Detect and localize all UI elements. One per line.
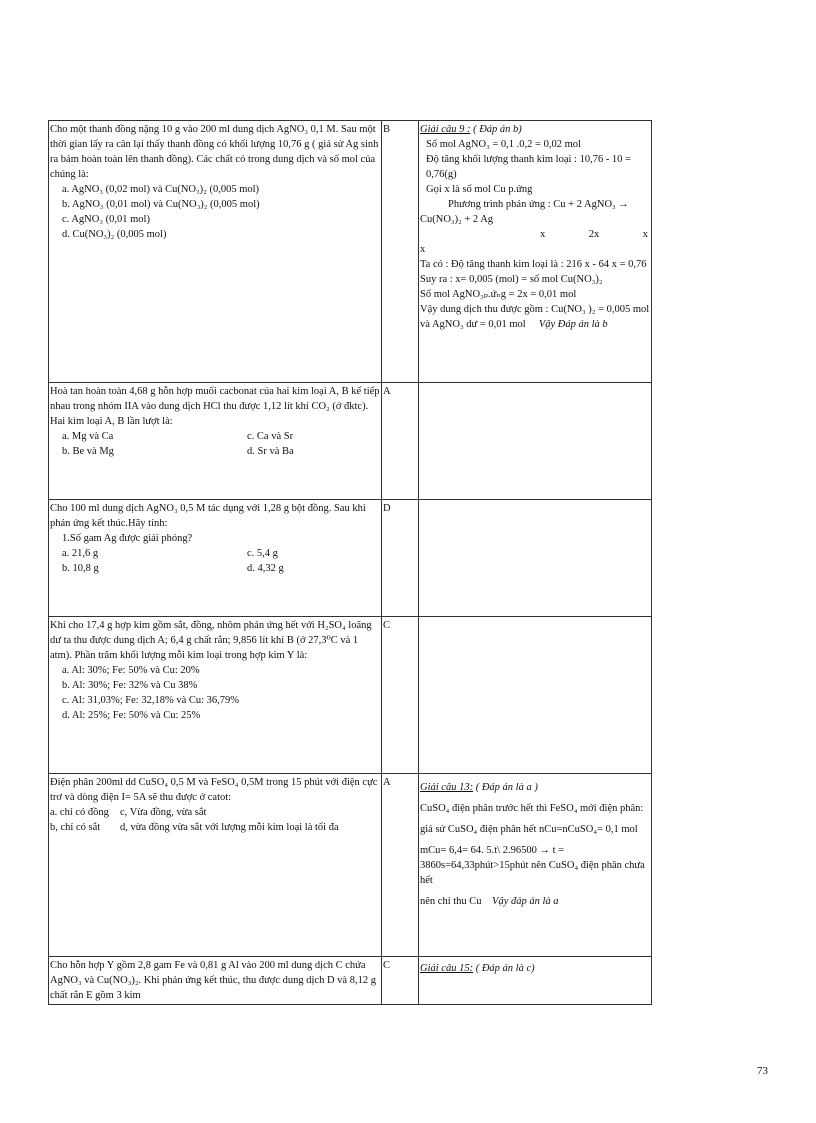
question-text: Hoà tan hoàn toàn 4,68 g hỗn hợp muối cacbonat của hai kim loại A, B kế tiếp nhau trong nhóm IIA vào dung dịch HCl thu được 1,12 lít khí CO₂ (ở đktc). Hai kim loại A, B lần lượt là: [50,386,380,427]
mol-value: x [540,229,546,240]
question-text: Khi cho 17,4 g hợp kim gồm sắt, đồng, nhôm phản ứng hết với H₂SO₄ loãng dư ta thu được dung dịch A; 6,4 g chất rắn; 9,856 lít khí B (ở 27,3⁰C và 1 atm). Phần trăm khối lượng mỗi kim loại trong hợp kim Y là: [50,620,372,661]
answer-cell: A [382,774,419,957]
option: b. 10,8 g [62,563,99,574]
solution-conclusion: Vậy Đáp án là b [538,319,608,330]
option: b. Be và Mg [62,446,114,457]
solution-line: Cu(NO₃)₂ + 2 Ag [420,214,494,225]
solution-title: Giải câu 9 : [420,124,471,135]
question-cell [49,774,382,957]
solution-line: Độ tăng khối lượng thanh kim loại : 10,76 - 10 = 0,76(g) [426,154,631,180]
answer-cell: C [382,957,419,1005]
answer-cell: C [382,617,419,774]
option: a. Mg và Ca [62,431,114,442]
answer-cell: D [382,500,419,617]
option: c. Al: 31,03%; Fe: 32,18% và Cu: 36,79% [62,695,240,706]
option: d. Cu(NO₃)₂ (0,005 mol) [62,229,167,240]
solution-cell [419,774,652,957]
solution-line: Số mol AgNO₃ = 0,1 .0,2 = 0,02 mol [426,139,581,150]
mol-value: 2x [588,229,600,240]
table-row [49,957,652,1005]
option: a. 21,6 g [62,548,99,559]
solution-title-note: ( Đáp án là c) [475,963,535,974]
table-row [49,121,652,383]
solution-cell [419,383,652,500]
solution-line: nên chỉ thu Cu [420,896,482,907]
solution-line: giả sử CuSO₄ điện phân hết nCu=nCuSO₄= 0,1 mol [420,824,638,835]
table-row [49,383,652,500]
solution-cell [419,500,652,617]
solution-cell [419,121,652,383]
page-number: 73 [757,1065,768,1077]
mol-tail: x [420,244,426,255]
table-row [49,774,652,957]
exam-table [48,120,652,1005]
answer-cell: B [382,121,419,383]
table-row [49,617,652,774]
question-text: Điện phân 200ml dd CuSO₄ 0,5 M và FeSO₄ 0,5M trong 15 phút với điện cực trơ và dòng điện I= 5A sẽ thu được ở catot: [50,777,378,803]
option: c, Vừa đồng, vừa sắt [120,807,207,818]
option: d, vừa đồng vừa sắt với lượng mỗi kim loại là tối đa [120,822,339,833]
question-cell [49,500,382,617]
option: c. Ca và Sr [247,431,294,442]
mol-value: x [642,229,648,240]
option: d. 4,32 g [247,563,284,574]
solution-line: Suy ra : x= 0,005 (mol) = số mol Cu(NO₃)₂ [420,274,603,285]
option: c. 5,4 g [247,548,278,559]
option: d. Al: 25%; Fe: 50% và Cu: 25% [62,710,201,721]
mol-row [420,227,650,242]
question-cell [49,617,382,774]
option: c. AgNO₃ (0,01 mol) [62,214,150,225]
solution-title-note: ( Đáp án b) [473,124,522,135]
option: b. Al: 30%; Fe: 32% và Cu 38% [62,680,198,691]
option: a. Al: 30%; Fe: 50% và Cu: 20% [62,665,200,676]
solution-title-note: ( Đáp án là a ) [475,782,538,793]
question-text: Cho một thanh đồng nặng 10 g vào 200 ml dung dịch AgNO₃ 0,1 M. Sau một thời gian lấy ra cân lại thấy thanh đồng có khối lượng 10,76 g ( giả sử Ag sinh ra bám hoàn toàn lên thanh đồng). Các chất có trong dung dịch và số mol của chúng là: [50,124,379,180]
solution-line: Gọi x là số mol Cu p.ứng [426,184,533,195]
question-cell [49,121,382,383]
solution-title: Giải câu 15: [420,963,474,974]
solution-cell [419,957,652,1005]
question-text: Cho hỗn hợp Y gồm 2,8 gam Fe và 0,81 g Al vào 200 ml dung dịch C chứa AgNO₃ và Cu(NO₃)₂. Khi phản ứng kết thúc, thu được dung dịch D và 8,12 g chất rắn E gồm 3 kim [50,960,376,1001]
solution-line: mCu= 6,4= 64. 5.t\ 2.96500 → t = 3860s=64,33phút>15phút nên CuSO₄ điện phân chưa hết [420,845,645,886]
solution-line: CuSO₄ điện phân trước hết thì FeSO₄ mới điện phân: [420,803,644,814]
option: b. AgNO₃ (0,01 mol) và Cu(NO₃)₂ (0,005 mol) [62,199,260,210]
solution-cell [419,617,652,774]
solution-title: Giải câu 13: [420,782,474,793]
solution-conclusion: Vậy đáp án là a [492,896,559,907]
solution-line: Phương trình phản ứng : Cu + 2 AgNO₃ → [448,199,629,210]
option: a. AgNO₃ (0,02 mol) và Cu(NO₃)₂ (0,005 mol) [62,184,260,195]
question-cell [49,957,382,1005]
sub-question: 1.Số gam Ag được giải phóng? [62,533,193,544]
table-row [49,500,652,617]
option: a. chỉ có đồng [50,807,109,818]
option: b, chỉ có sắt [50,822,101,833]
question-text: Cho 100 ml dung dịch AgNO₃ 0,5 M tác dụng với 1,28 g bột đồng. Sau khi phản ứng kết thúc.Hãy tính: [50,503,366,529]
solution-line: Ta có : Độ tăng thanh kim loại là : 216 x - 64 x = 0,76 [420,259,647,270]
solution-line: Vậy dung dịch thu được gồm : Cu(NO₃ )₂ = 0,005 mol và AgNO₃ dư = 0,01 mol [420,304,650,330]
option: d. Sr và Ba [247,446,294,457]
answer-cell: A [382,383,419,500]
solution-line: Số mol AgNO₃ₚ.ứₙg = 2x = 0,01 mol [420,289,577,300]
question-cell [49,383,382,500]
